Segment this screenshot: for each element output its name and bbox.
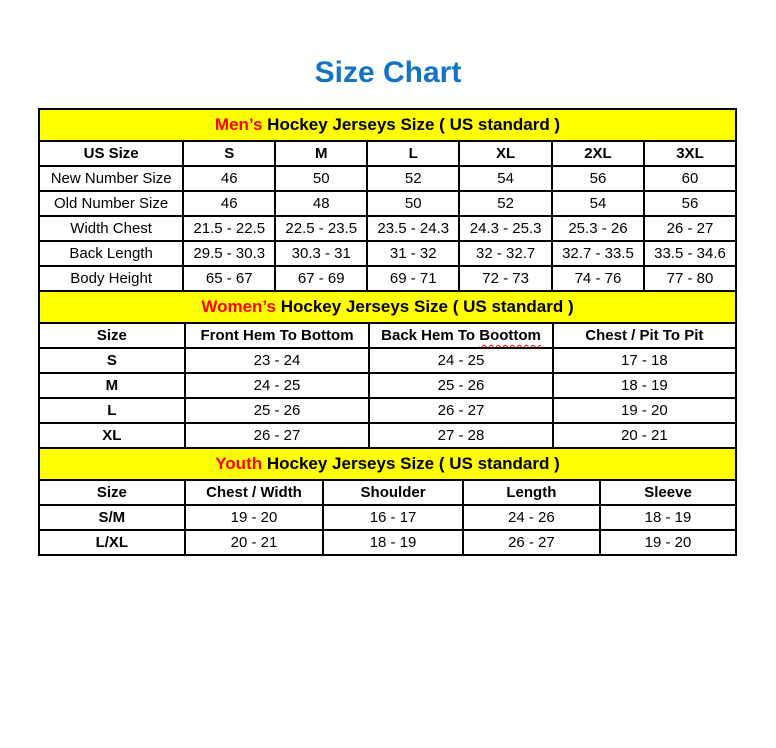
table-cell: 56: [644, 191, 736, 216]
table-cell: 48: [275, 191, 367, 216]
table-cell: 25 - 26: [369, 373, 552, 398]
table-cell: 24 - 25: [185, 373, 370, 398]
table-cell: 65 - 67: [183, 266, 275, 291]
row-label: Back Length: [39, 241, 183, 266]
table-cell: 74 - 76: [552, 266, 644, 291]
table-cell: 50: [275, 166, 367, 191]
section-header-row: [39, 291, 736, 323]
table-row: [39, 216, 736, 241]
table-cell: 21.5 - 22.5: [183, 216, 275, 241]
table-row: [39, 530, 736, 555]
column-header: Size: [39, 323, 185, 348]
table-cell: 60: [644, 166, 736, 191]
table-cell: 46: [183, 191, 275, 216]
table-cell: 50: [367, 191, 459, 216]
table-cell: 20 - 21: [185, 530, 324, 555]
table-cell: 27 - 28: [369, 423, 552, 448]
table-cell: 56: [552, 166, 644, 191]
table-cell: 31 - 32: [367, 241, 459, 266]
table-cell: 32.7 - 33.5: [552, 241, 644, 266]
table-cell: 24.3 - 25.3: [459, 216, 552, 241]
page-title: Size Chart: [314, 56, 462, 89]
table-cell: 16 - 17: [323, 505, 462, 530]
section-title-highlight: Women’s: [201, 297, 276, 316]
section-title-highlight: Men’s: [214, 115, 263, 134]
column-header-row: [39, 480, 736, 505]
column-header: 2XL: [552, 141, 644, 166]
womens-size-table: [38, 290, 737, 449]
row-label: S: [39, 348, 185, 373]
table-row: [39, 373, 736, 398]
column-header: XL: [459, 141, 552, 166]
section-title-highlight: Youth: [215, 454, 263, 473]
table-cell: 23.5 - 24.3: [367, 216, 459, 241]
section-header-row: [39, 109, 736, 141]
row-label: New Number Size: [39, 166, 183, 191]
table-cell: 26 - 27: [644, 216, 736, 241]
row-label: L: [39, 398, 185, 423]
row-label: Old Number Size: [39, 191, 183, 216]
row-label: Width Chest: [39, 216, 183, 241]
section-title: Youth Hockey Jerseys Size ( US standard ): [39, 448, 736, 480]
column-header-row: [39, 323, 736, 348]
size-chart: [38, 108, 737, 556]
table-cell: 18 - 19: [323, 530, 462, 555]
table-cell: 33.5 - 34.6: [644, 241, 736, 266]
table-cell: 18 - 19: [553, 373, 736, 398]
column-header: US Size: [39, 141, 183, 166]
column-header: Shoulder: [323, 480, 462, 505]
table-cell: 19 - 20: [600, 530, 736, 555]
column-header: Length: [463, 480, 600, 505]
table-cell: 46: [183, 166, 275, 191]
misspelled-word: Boottom: [479, 327, 541, 344]
table-cell: 25 - 26: [185, 398, 370, 423]
table-row: [39, 423, 736, 448]
column-header: Size: [39, 480, 185, 505]
table-cell: 19 - 20: [553, 398, 736, 423]
table-cell: 24 - 26: [463, 505, 600, 530]
table-cell: 26 - 27: [369, 398, 552, 423]
row-label: M: [39, 373, 185, 398]
table-cell: 54: [459, 166, 552, 191]
column-header: M: [275, 141, 367, 166]
table-row: [39, 348, 736, 373]
table-row: [39, 398, 736, 423]
table-cell: 20 - 21: [553, 423, 736, 448]
table-row: [39, 266, 736, 291]
column-header: Back Hem To Boottom: [369, 323, 552, 348]
table-cell: 25.3 - 26: [552, 216, 644, 241]
column-header: S: [183, 141, 275, 166]
column-header-row: [39, 141, 736, 166]
column-header: Chest / Pit To Pit: [553, 323, 736, 348]
table-cell: 26 - 27: [185, 423, 370, 448]
table-cell: 52: [367, 166, 459, 191]
row-label: Body Height: [39, 266, 183, 291]
table-cell: 30.3 - 31: [275, 241, 367, 266]
section-header-row: [39, 448, 736, 480]
table-cell: 22.5 - 23.5: [275, 216, 367, 241]
table-cell: 24 - 25: [369, 348, 552, 373]
table-row: [39, 166, 736, 191]
table-cell: 67 - 69: [275, 266, 367, 291]
table-cell: 29.5 - 30.3: [183, 241, 275, 266]
section-title: Women’s Hockey Jerseys Size ( US standard ): [39, 291, 736, 323]
table-row: [39, 241, 736, 266]
mens-size-table: [38, 108, 737, 292]
table-cell: 54: [552, 191, 644, 216]
table-cell: 18 - 19: [600, 505, 736, 530]
column-header: Sleeve: [600, 480, 736, 505]
table-row: [39, 505, 736, 530]
column-header: Chest / Width: [185, 480, 324, 505]
row-label: L/XL: [39, 530, 185, 555]
table-cell: 17 - 18: [553, 348, 736, 373]
table-cell: 32 - 32.7: [459, 241, 552, 266]
table-row: [39, 191, 736, 216]
youth-size-table: [38, 447, 737, 556]
column-header: L: [367, 141, 459, 166]
table-cell: 26 - 27: [463, 530, 600, 555]
table-cell: 19 - 20: [185, 505, 324, 530]
section-title: Men’s Hockey Jerseys Size ( US standard ): [39, 109, 736, 141]
table-cell: 52: [459, 191, 552, 216]
table-cell: 69 - 71: [367, 266, 459, 291]
column-header: 3XL: [644, 141, 736, 166]
table-cell: 23 - 24: [185, 348, 370, 373]
table-cell: 72 - 73: [459, 266, 552, 291]
column-header: Front Hem To Bottom: [185, 323, 370, 348]
row-label: XL: [39, 423, 185, 448]
table-cell: 77 - 80: [644, 266, 736, 291]
row-label: S/M: [39, 505, 185, 530]
